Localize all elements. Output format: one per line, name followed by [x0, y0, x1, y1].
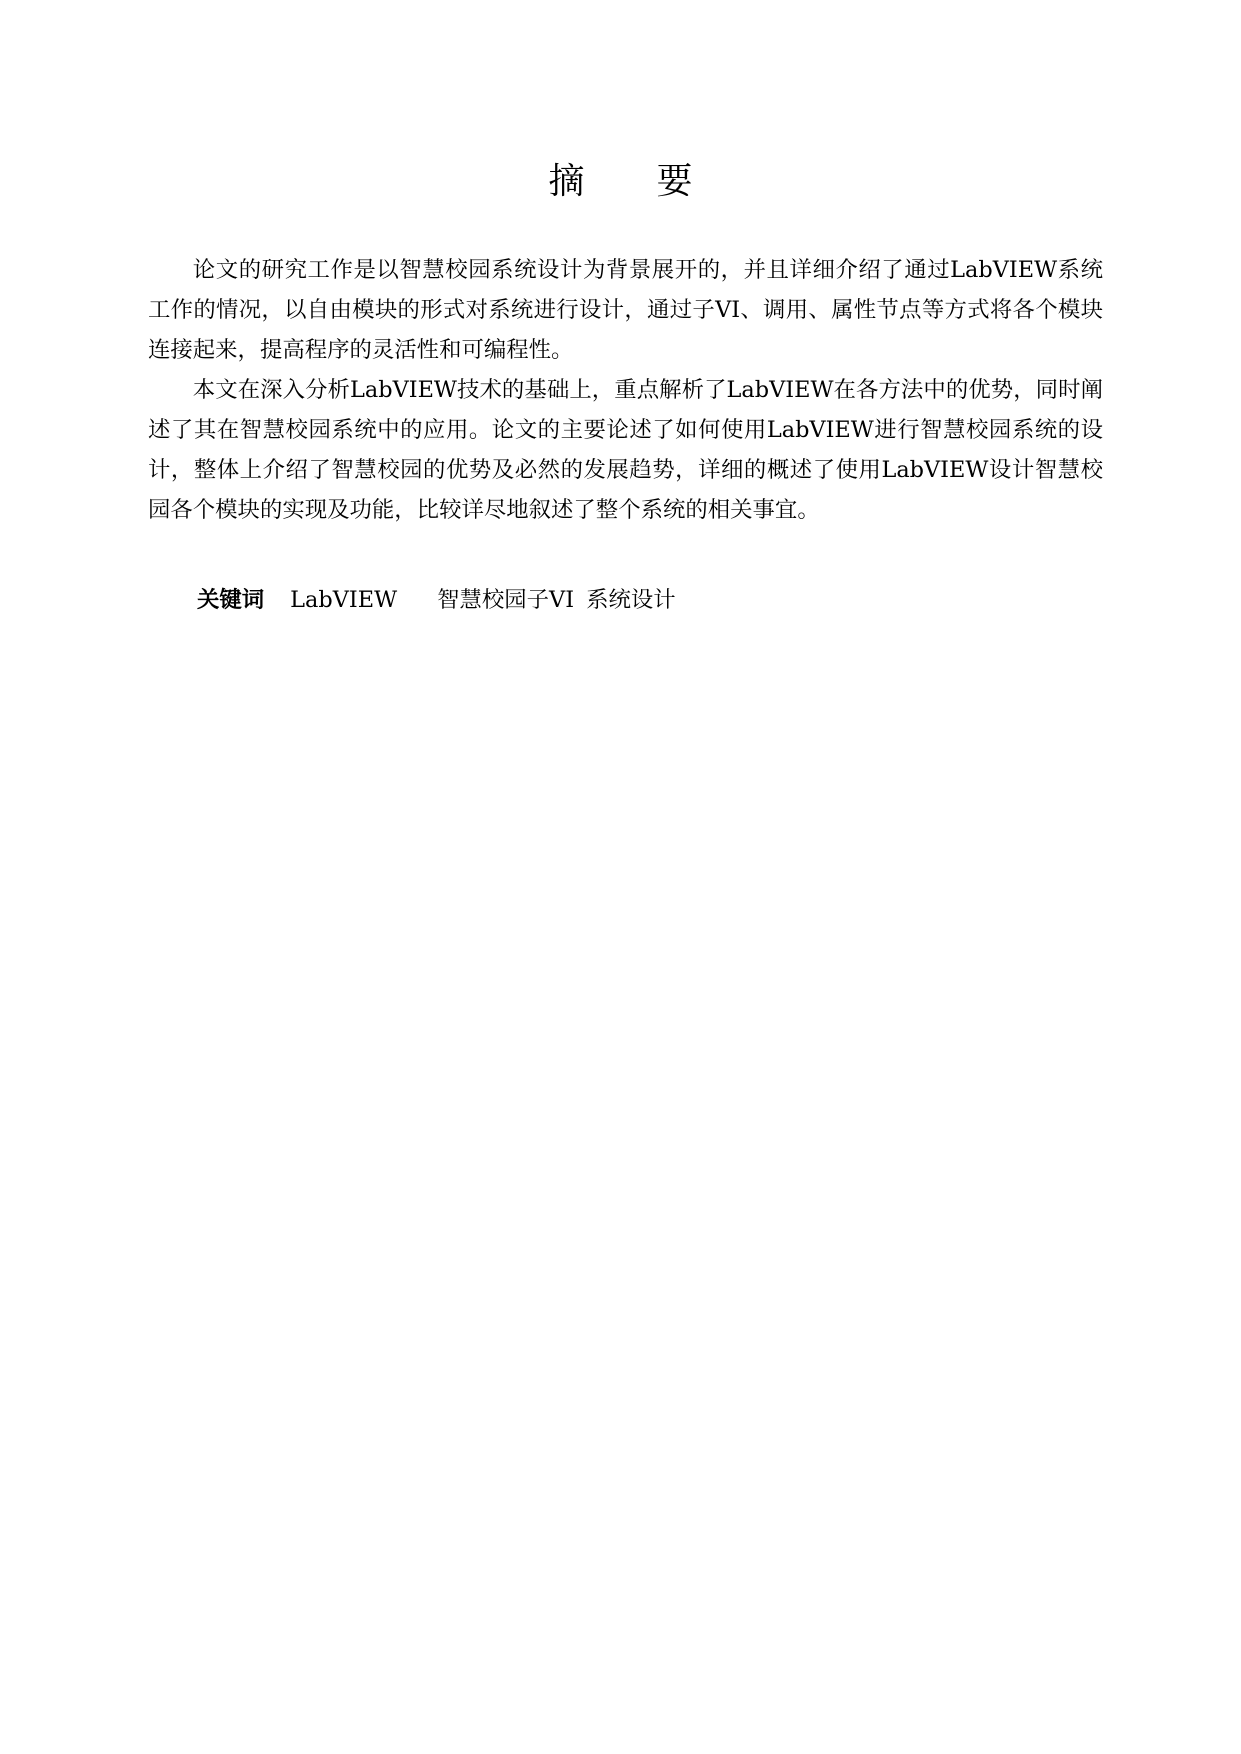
keyword-item: 智慧校园子VI	[437, 587, 575, 613]
abstract-title-char-1: 摘	[548, 161, 585, 202]
abstract-paragraph-1: 论文的研究工作是以智慧校园系统设计为背景展开的，并且详细介绍了通过LabVIEW系统工作的情况，以自由模块的形式对系统进行设计，通过子VI、调用、属性节点等方式将各个模块连接起来，提高程序的灵活性和可编程性。	[148, 257, 1103, 363]
keyword-item: 系统设计	[586, 587, 676, 613]
abstract-title-char-2: 要	[656, 161, 693, 202]
abstract-title	[0, 156, 1241, 208]
keyword-item: LabVIEW	[290, 587, 398, 613]
abstract-paragraph-2: 本文在深入分析LabVIEW技术的基础上，重点解析了LabVIEW在各方法中的优势，同时阐述了其在智慧校园系统中的应用。论文的主要论述了如何使用LabVIEW进行智慧校园系统的设计，整体上介绍了智慧校园的优势及必然的发展趋势，详细的概述了使用LabVIEW设计智慧校园各个模块的实现及功能，比较详尽地叙述了整个系统的相关事宜。	[148, 377, 1103, 523]
abstract-body	[148, 250, 1103, 530]
keywords-line	[197, 580, 676, 620]
keywords-label: 关键词	[197, 587, 265, 613]
